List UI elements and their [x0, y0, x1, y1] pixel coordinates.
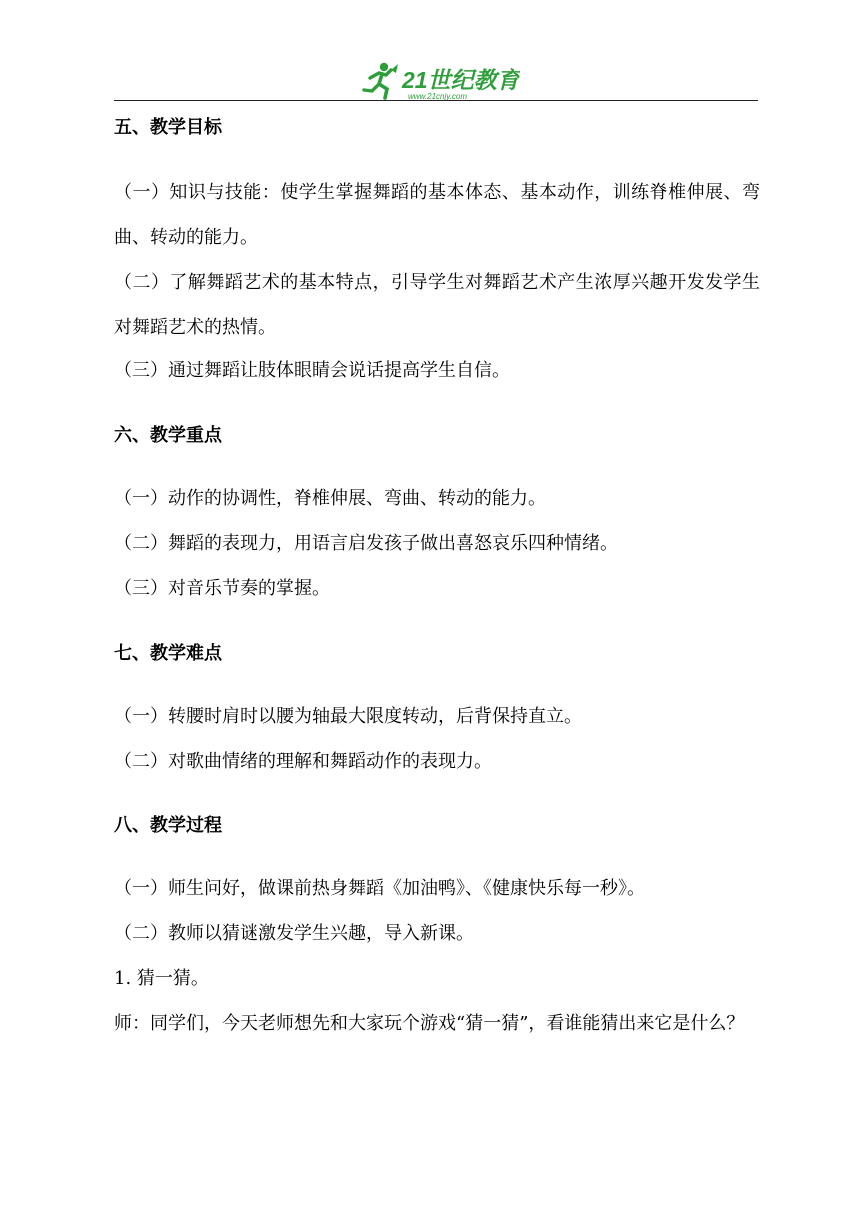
paragraph: （一）转腰时肩时以腰为轴最大限度转动，后背保持直立。 [114, 706, 582, 727]
paragraph: （二）教师以猜谜激发学生兴趣，导入新课。 [114, 923, 474, 944]
header-rule [114, 100, 758, 101]
logo-text: 21世纪教育 [402, 67, 520, 93]
site-logo [360, 58, 520, 102]
paragraph: （二）舞蹈的表现力，用语言启发孩子做出喜怒哀乐四种情绪。 [114, 533, 618, 554]
section-title: 六、教学重点 [114, 425, 222, 446]
page-header [114, 56, 758, 102]
paragraph: （一）动作的协调性，脊椎伸展、弯曲、转动的能力。 [114, 488, 546, 509]
paragraph: （二）对歌曲情绪的理解和舞蹈动作的表现力。 [114, 751, 492, 772]
section-title: 五、教学目标 [114, 117, 222, 138]
paragraph: 师：同学们，今天老师想先和大家玩个游戏“猜一猜”，看谁能猜出来它是什么？ [114, 1013, 745, 1034]
section-title: 七、教学难点 [114, 643, 222, 664]
section-title: 八、教学过程 [114, 815, 222, 836]
runner-logo-icon [360, 58, 520, 102]
logo-url: www.21cnjy.com [408, 92, 467, 101]
paragraph: （三）通过舞蹈让肢体眼睛会说话提高学生自信。 [114, 360, 510, 381]
paragraph: （三）对音乐节奏的掌握。 [114, 578, 330, 599]
paragraph: （二）了解舞蹈艺术的基本特点，引导学生对舞蹈艺术产生浓厚兴趣开发发学生对舞蹈艺术的热情。 [114, 272, 760, 338]
paragraph: 1. 猜一猜。 [114, 968, 209, 989]
paragraph: （一）知识与技能：使学生掌握舞蹈的基本体态、基本动作，训练脊椎伸展、弯曲、转动的能力。 [114, 182, 760, 248]
paragraph: （一）师生问好，做课前热身舞蹈《加油鸭》、《健康快乐每一秒》。 [114, 878, 645, 899]
